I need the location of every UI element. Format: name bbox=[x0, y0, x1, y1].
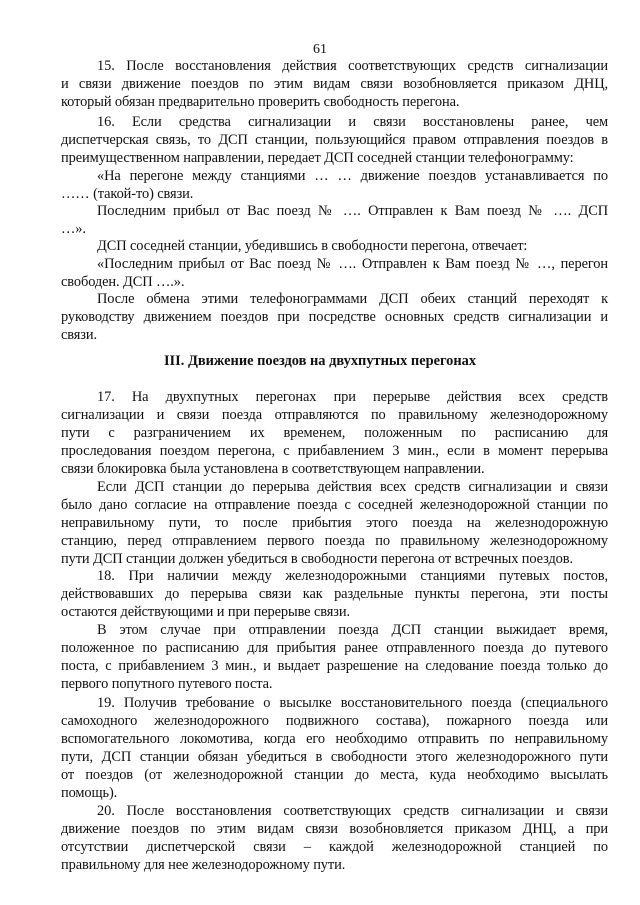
text-line: положенное по расписанию для прибытия ранее отправленного поезда до путевого bbox=[61, 640, 608, 656]
text-line: неправильному пути, то после прибытия этого поезда на железнодорожную bbox=[61, 515, 608, 531]
paragraph-15 bbox=[61, 57, 608, 111]
text-line: пути, ДСП станции обязан убедиться в свободности этого железнодорожного пути bbox=[61, 749, 608, 765]
paragraph-17b bbox=[61, 478, 608, 568]
text-line: …… (такой-то) связи. bbox=[61, 186, 194, 202]
text-line: «На перегоне между станциями … … движение поездов устанавливается по bbox=[97, 168, 608, 184]
text-line: Последним прибыл от Вас поезд № …. Отправлен к Вам поезд № …. ДСП bbox=[97, 203, 608, 219]
text-line: вспомогательного локомотива, когда его необходимо отправить по неправильному bbox=[61, 731, 608, 747]
text-line: сигнализации и связи поезда отправляются по правильному железнодорожному bbox=[61, 407, 608, 423]
text-line: 19. Получив требование о высылке восстановительного поезда (специального bbox=[97, 695, 608, 711]
text-line: отсутствии диспетчерской связи – каждой железнодорожной станцией по bbox=[61, 839, 608, 855]
text-line: преимущественном направлении, передает ДСП соседней станции телефонограмму: bbox=[61, 150, 574, 166]
text-line: правильному для нее железнодорожному пути. bbox=[61, 857, 346, 873]
reply-intro bbox=[61, 237, 608, 255]
text-line: Если ДСП станции до перерыва действия всех средств сигнализации и связи bbox=[97, 479, 608, 495]
text-line: помощь). bbox=[61, 785, 118, 801]
telephonogram-last bbox=[61, 202, 608, 238]
text-line: от поездов (от железнодорожной станции до места, куда необходимо высылать bbox=[61, 767, 608, 783]
section-heading: III. Движение поездов на двухпутных перегонах bbox=[163, 353, 477, 369]
text-line: проследования поездом перегона, с прибавлением 3 мин., если в момент перерыва bbox=[61, 443, 608, 459]
text-line: станцию, перед отправлением первого поезда по правильному железнодорожному bbox=[61, 533, 608, 549]
text-line: и связи движение поездов по этим видам связи возобновляется приказом ДНЦ, bbox=[61, 76, 608, 92]
telephonogram-quote bbox=[61, 167, 608, 203]
text-line: пути ДСП станции должен убедиться в свободности перегона от встречных поездов. bbox=[61, 551, 573, 567]
text-line: пути с разграничением их временем, положенным по расписанию для bbox=[61, 425, 608, 441]
text-line: связи блокировка была установлена в соответствующем направлении. bbox=[61, 461, 485, 477]
text-line: ДСП соседней станции, убедившись в свободности перегона, отвечает: bbox=[97, 238, 528, 254]
page-number: 61 bbox=[313, 42, 327, 57]
text-line: …». bbox=[61, 221, 86, 237]
text-line: 20. После восстановления соответствующих средств сигнализации и связи bbox=[97, 803, 608, 819]
text-line: После обмена этими телефонограммами ДСП обеих станций переходят к bbox=[97, 291, 608, 307]
paragraph-16 bbox=[61, 113, 608, 167]
text-line: свободен. ДСП ….». bbox=[61, 274, 185, 290]
text-line: диспетчерская связь, то ДСП станции, пользующийся правом отправления поездов в bbox=[61, 132, 608, 148]
text-line: действовавших до перерыва связи как раздельные пункты перегона, эти посты bbox=[61, 586, 608, 602]
paragraph-16-after bbox=[61, 290, 608, 344]
text-line: 17. На двухпутных перегонах при перерыве действия всех средств bbox=[97, 389, 608, 405]
text-line: 15. После восстановления действия соответствующих средств сигнализации bbox=[97, 58, 608, 74]
reply-quote bbox=[61, 255, 608, 291]
paragraph-19 bbox=[61, 694, 608, 802]
text-line: связи. bbox=[61, 327, 97, 343]
text-line: который обязан предварительно проверить свободность перегона. bbox=[61, 94, 460, 110]
text-line: 16. Если средства сигнализации и связи восстановлены ранее, чем bbox=[97, 114, 608, 130]
paragraph-20 bbox=[61, 802, 608, 874]
text-line: самоходного железнодорожного подвижного состава), пожарного поезда или bbox=[61, 713, 608, 729]
text-line: движение поездов по этим видам связи возобновляется приказом ДНЦ, а при bbox=[61, 821, 608, 837]
text-line: 18. При наличии между железнодорожными станциями путевых постов, bbox=[97, 568, 608, 584]
paragraph-17 bbox=[61, 388, 608, 478]
text-line: остаются действующими и при перерыве связи. bbox=[61, 604, 350, 620]
paragraph-18 bbox=[61, 567, 608, 621]
text-line: было дано согласие на отправление поезда с соседней железнодорожной станции по bbox=[61, 497, 608, 513]
text-line: В этом случае при отправлении поезда ДСП станции выжидает время, bbox=[97, 622, 608, 638]
text-line: первого попутного путевого поста. bbox=[61, 676, 273, 692]
text-line: «Последним прибыл от Вас поезд № …. Отправлен к Вам поезд № …, перегон bbox=[97, 256, 608, 272]
text-line: поста, с прибавлением 3 мин., и выдает разрешение на следование поезда только до bbox=[61, 658, 608, 674]
text-line: руководству движением поездов при посредстве основных средств сигнализации и bbox=[61, 309, 608, 325]
paragraph-18b bbox=[61, 621, 608, 693]
